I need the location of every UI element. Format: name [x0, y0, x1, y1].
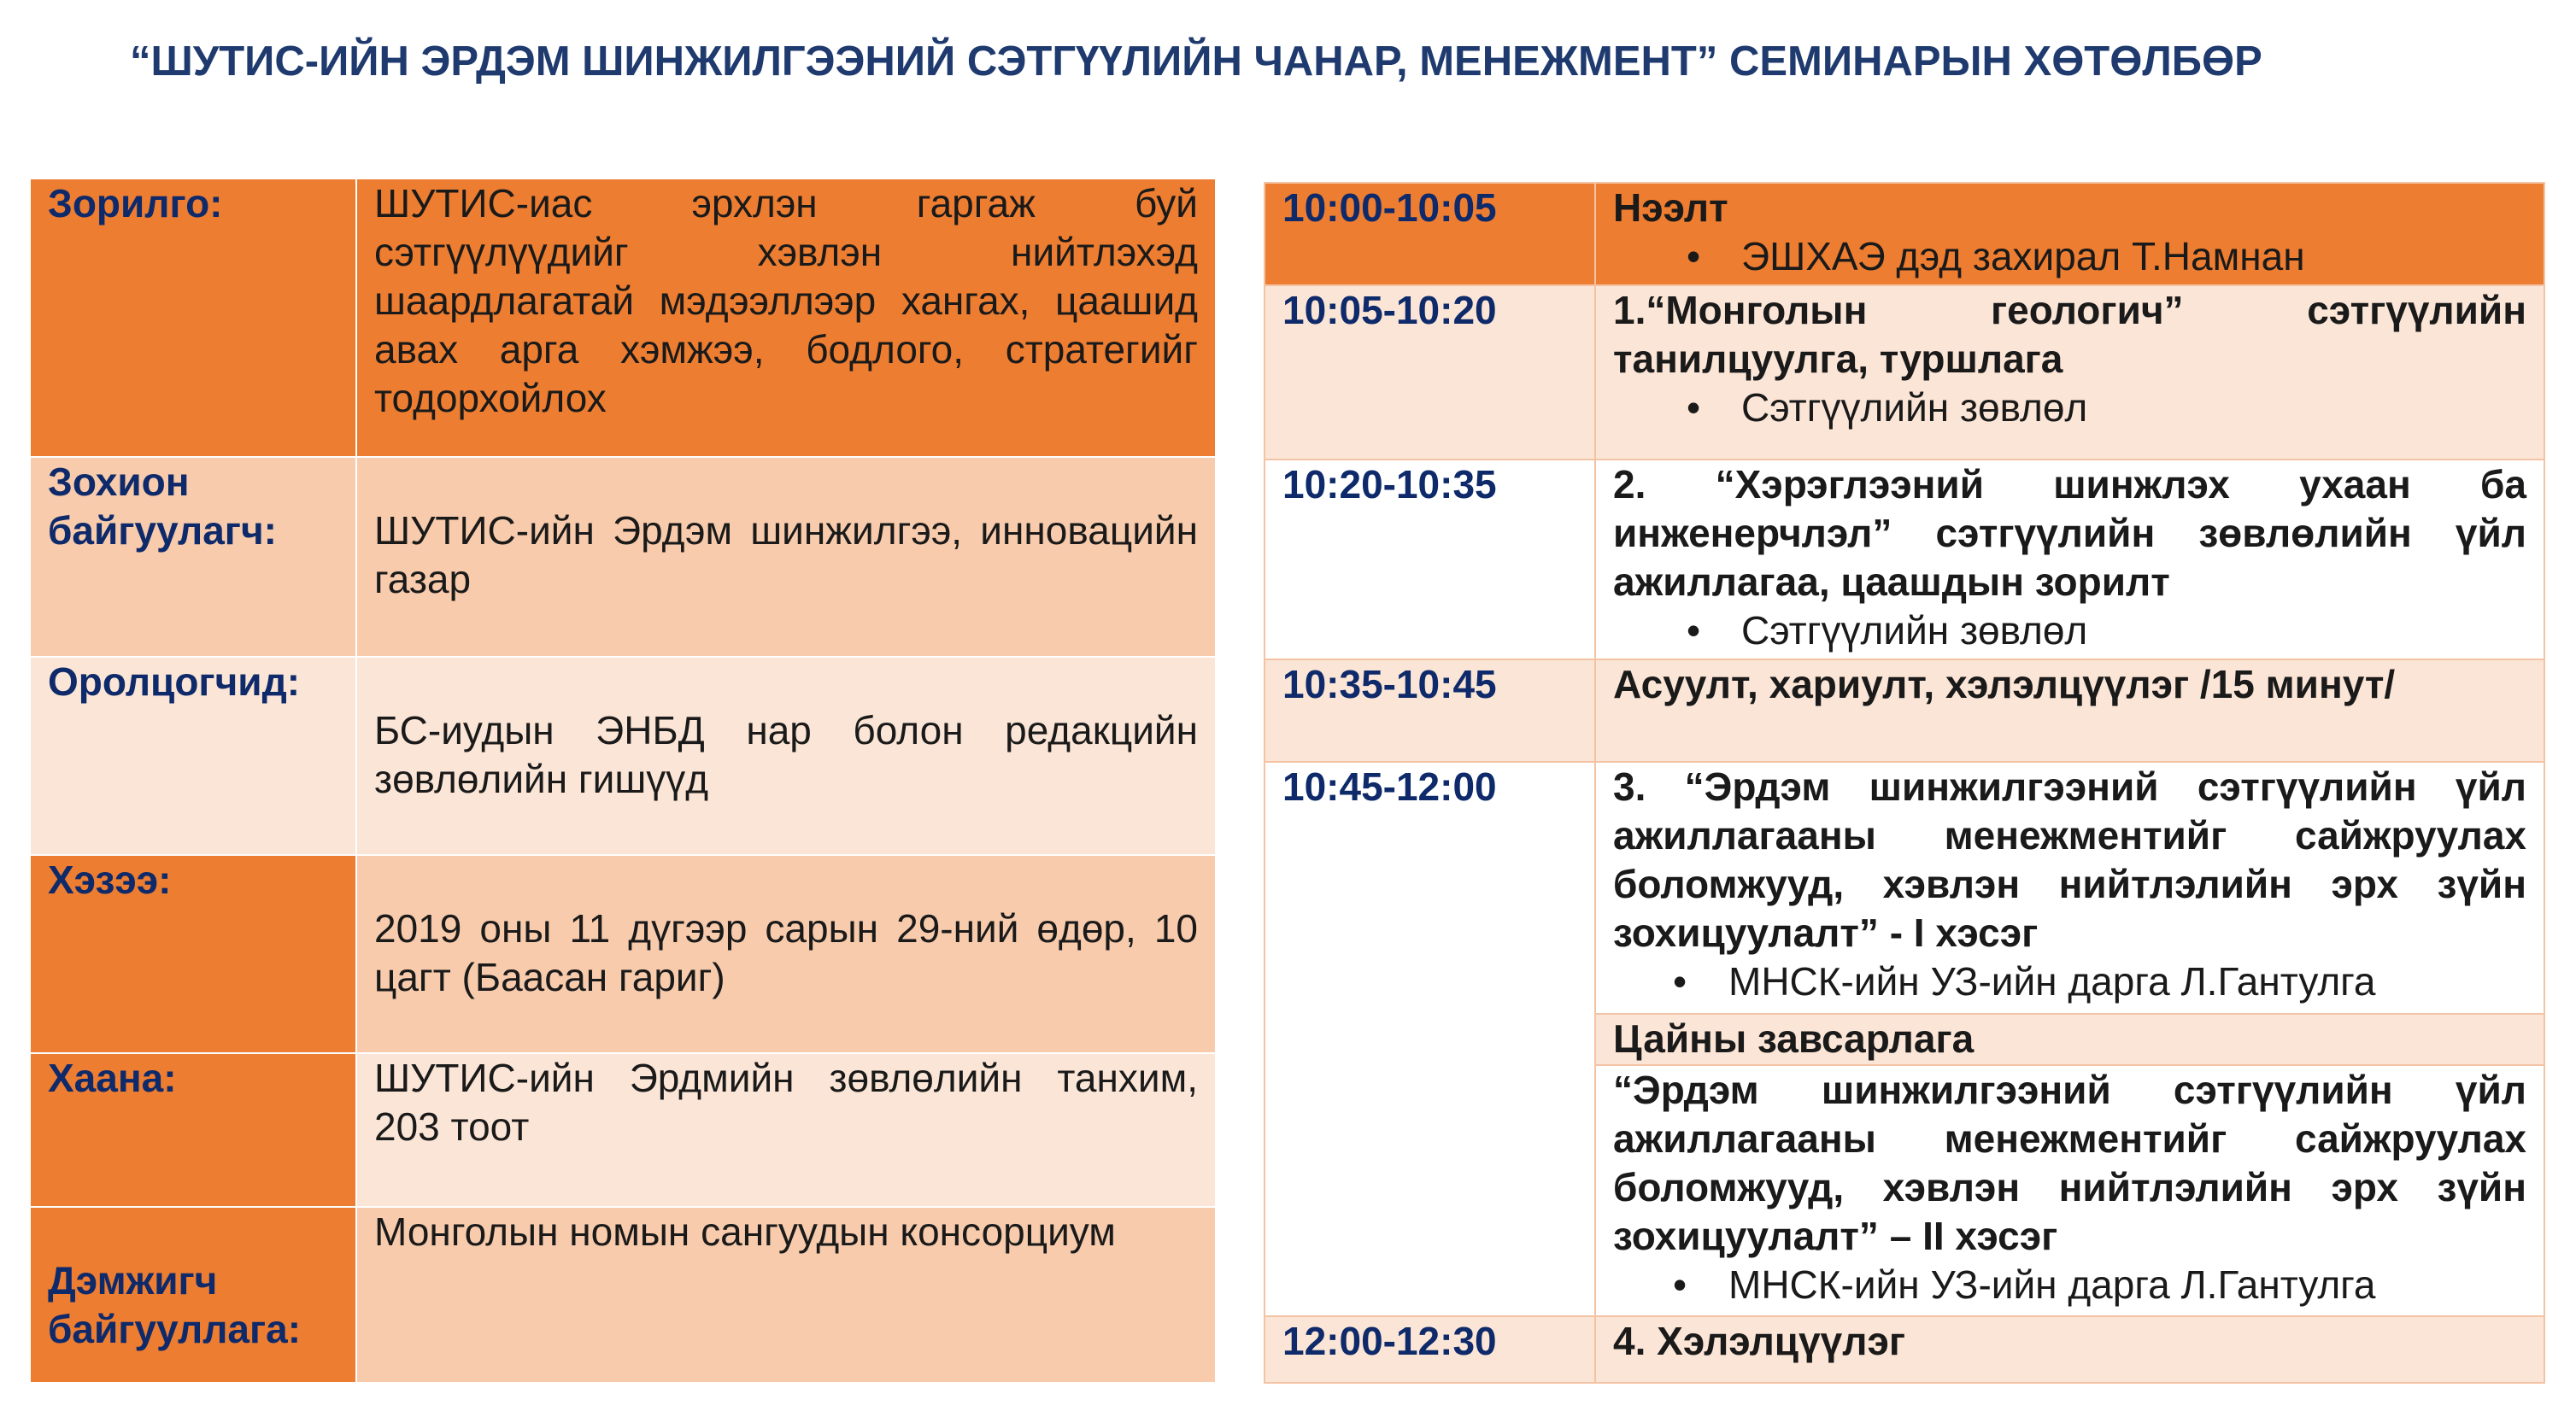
speaker-text: Сэтгүүлийн зөвлөл — [1741, 385, 2088, 430]
page-title: “ШУТИС-ИЙН ЭРДЭМ ШИНЖИЛГЭЭНИЙ СЭТГҮҮЛИЙН ЧАНАР, МЕНЕЖМЕНТ” СЕМИНАРЫН ХӨТӨЛБӨР — [130, 38, 2262, 85]
tea-break-label: Цайны завсарлага — [1613, 1016, 1975, 1061]
session-3-speaker — [1613, 606, 2526, 655]
organizer-label: Зохион байгуулагч: — [30, 457, 356, 657]
session-2-speaker — [1613, 384, 2526, 432]
row-support — [30, 1207, 1216, 1383]
support-text: Дэмжигч байгууллага: — [48, 1258, 302, 1351]
session-5-title: 3. “Эрдэм шинжилгээний сэтгүүлийн үйл ажиллагааны менежментийг сайжруулах боломжууд, хэвлэн нийтлэлийн эрх зүйн зохицуулалт” - I хэсэг — [1613, 764, 2526, 955]
session-3 — [1595, 460, 2544, 659]
row-participants — [30, 657, 1216, 855]
participants-text: БС-иудын ЭНБД нар болон редакцийн зөвлөлийн гишүүд — [374, 708, 1198, 801]
when-label: Хэзээ: — [30, 855, 356, 1053]
session-2-title: 1.“Монголын геологич” сэтгүүлийн танилцуулга, туршлага — [1613, 288, 2526, 381]
time-3: 10:20-10:35 — [1265, 460, 1595, 659]
info-table — [29, 178, 1217, 1384]
session-6-title: 4. Хэлэлцүүлэг — [1613, 1319, 1906, 1363]
participants-label: Оролцогчид: — [30, 657, 356, 855]
goal-value: ШУТИС-иас эрхлэн гаргаж буй сэтгүүлүүдийг хэвлэн нийтлэхэд шаардлагатай мэдээллээр хангах, цаашид авах арга хэмжээ, бодлого, стратегийг тодорхойлох — [356, 179, 1216, 457]
schedule-row-6 — [1265, 1316, 2544, 1383]
session-5-speaker-2 — [1613, 1261, 2526, 1309]
speaker-text: Сэтгүүлийн зөвлөл — [1741, 608, 2088, 653]
session-2 — [1595, 285, 2544, 460]
schedule-table — [1264, 182, 2545, 1384]
when-text: 2019 оны 11 дүгээр сарын 29-ний өдөр, 10 цагт (Баасан гариг) — [374, 906, 1198, 999]
time-6: 12:00-12:30 — [1265, 1316, 1595, 1383]
session-6 — [1595, 1316, 2544, 1383]
row-when — [30, 855, 1216, 1053]
support-value: Монголын номын сангуудын консорциум — [356, 1207, 1216, 1383]
bullet-icon: • — [1687, 234, 1701, 278]
speaker-text: ЭШХАЭ дэд захирал Т.Намнан — [1741, 234, 2305, 278]
organizer-value — [356, 457, 1216, 657]
goal-label: Зорилго: — [30, 179, 356, 457]
row-where — [30, 1053, 1216, 1207]
speaker-text: МНСК-ийн УЗ-ийн дарга Л.Гантулга — [1728, 1262, 2376, 1307]
tea-break — [1595, 1014, 2544, 1065]
time-5: 10:45-12:00 — [1265, 762, 1595, 1316]
session-1-speaker — [1613, 232, 2526, 281]
schedule-row-1 — [1265, 183, 2544, 285]
where-value: ШУТИС-ийн Эрдмийн зөвлөлийн танхим, 203 тоот — [356, 1053, 1216, 1207]
session-1-title: Нээлт — [1613, 185, 1728, 230]
time-4: 10:35-10:45 — [1265, 659, 1595, 762]
bullet-icon: • — [1687, 608, 1701, 653]
session-5-part-1 — [1595, 762, 2544, 1014]
session-3-title: 2. “Хэрэглээний шинжлэх ухаан ба инженерчлэл” сэтгүүлийн зөвлөлийн үйл ажиллагаа, цаашдын зорилт — [1613, 462, 2526, 604]
session-5-part-2 — [1595, 1065, 2544, 1316]
where-label: Хаана: — [30, 1053, 356, 1207]
participants-value — [356, 657, 1216, 855]
session-1 — [1595, 183, 2544, 285]
bullet-icon: • — [1673, 1262, 1687, 1307]
session-4-title: Асуулт, хариулт, хэлэлцүүлэг /15 минут/ — [1613, 662, 2396, 706]
schedule-row-4 — [1265, 659, 2544, 762]
session-5-title-2: “Эрдэм шинжилгээний сэтгүүлийн үйл ажиллагааны менежментийг сайжруулах боломжууд, хэвлэн нийтлэлийн эрх зүйн зохицуулалт” – II хэсэг — [1613, 1068, 2526, 1258]
bullet-icon: • — [1673, 959, 1687, 1004]
support-label — [30, 1207, 356, 1383]
row-organizer — [30, 457, 1216, 657]
organizer-text: ШУТИС-ийн Эрдэм шинжилгээ, инновацийн газар — [374, 508, 1198, 601]
time-1: 10:00-10:05 — [1265, 183, 1595, 285]
speaker-text: МНСК-ийн УЗ-ийн дарга Л.Гантулга — [1728, 959, 2376, 1004]
bullet-icon: • — [1687, 385, 1701, 430]
time-2: 10:05-10:20 — [1265, 285, 1595, 460]
schedule-row-5a — [1265, 762, 2544, 1014]
session-5-speaker — [1613, 957, 2526, 1006]
schedule-row-3 — [1265, 460, 2544, 659]
row-goal — [30, 179, 1216, 457]
when-value — [356, 855, 1216, 1053]
session-4 — [1595, 659, 2544, 762]
schedule-row-2 — [1265, 285, 2544, 460]
